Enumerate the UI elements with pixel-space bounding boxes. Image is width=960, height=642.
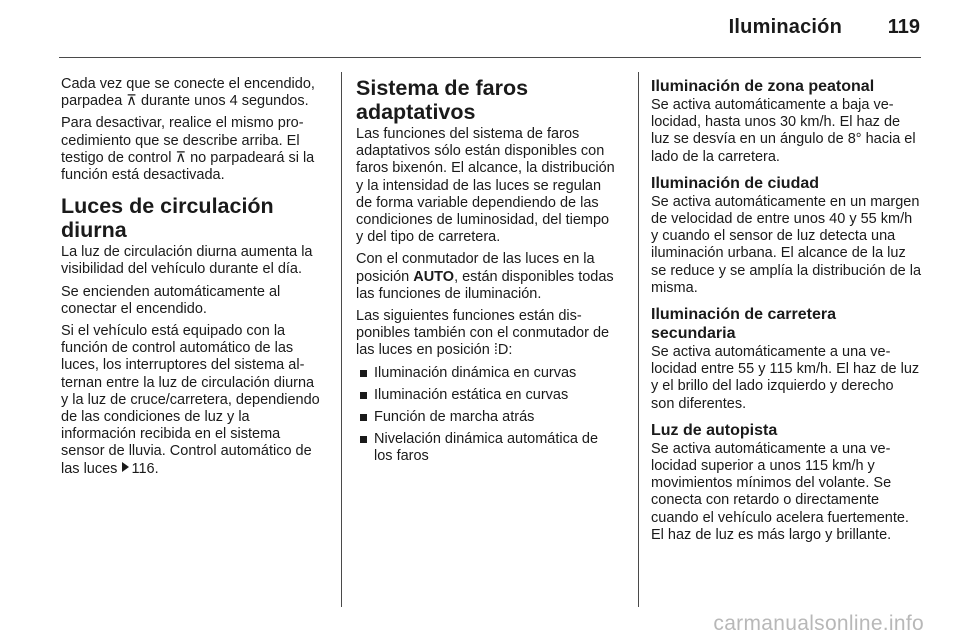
paragraph-afl-functions: Las siguientes funciones están disponibles también con el conmutador de las luces en posición ⁞D: <box>356 308 610 359</box>
paragraph-country-road-lighting: Se activa automáticamente a una velocidad entre 55 y 115 km/h. El haz de luz y el brillo del lado izquierdo y derecho son diferentes. <box>651 344 920 412</box>
list-item <box>356 365 618 382</box>
paragraph-drl-ignition: Se encienden automáticamente al conectar el encendido. <box>61 283 281 317</box>
heading-daytime-running-lights: Luces de circulación diurna <box>61 194 274 243</box>
list-item-text: Nivelación dinámica automática de los faros <box>374 431 599 465</box>
page-number: 119 <box>887 16 920 38</box>
heading-motorway-light: Luz de autopista <box>651 421 778 439</box>
list-item <box>356 431 618 465</box>
paragraph-motorway-light: Se activa automáticamente a una velocidad superior a unos 115 km/h y movimientos mínimos del volante. Se conecta con retardo o directamente cuando el vehículo acelera fuertemente. El haz de luz es más largo y brillante. <box>651 440 909 543</box>
column-3 <box>651 76 921 549</box>
bullet-square-icon <box>360 370 367 377</box>
bullet-square-icon <box>360 436 367 443</box>
paragraph-afl-auto-post: , están disponibles todas las funciones de iluminación. <box>356 268 614 302</box>
bullet-square-icon <box>360 414 367 421</box>
bullet-square-icon <box>360 392 367 399</box>
page-reference-link[interactable]: 116. <box>131 460 159 477</box>
page-section-title: Iluminación <box>728 16 842 38</box>
column-divider-1 <box>341 72 342 607</box>
column-divider-2 <box>638 72 639 607</box>
list-item <box>356 409 618 426</box>
paragraph-drl-automatic-text: Si el vehículo está equipado con la función de control automático de las luces, los interruptores del sistema alternan entre la luz de circulación diurna y la luz de cruce/carretera, dependiendo de las condiciones de luz y la información recibida en el sistema sensor de lluvia. Control automático de las luces <box>61 323 320 477</box>
paragraph-deactivate: Para desactivar, realice el mismo procedimiento que se describe arriba. El testigo de control ⊼ no parpadeará si la función está desactivada. <box>61 115 315 184</box>
list-item-text: Iluminación dinámica en curvas <box>374 364 577 381</box>
paragraph-afl-auto-pre: Con el conmutador de las luces en la posición <box>356 251 595 285</box>
afl-function-list <box>356 365 618 466</box>
watermark: carmanualsonline.info <box>713 612 924 635</box>
page-reference-arrow-icon <box>122 462 129 472</box>
column-1 <box>61 76 323 483</box>
paragraph-afl-auto <box>356 251 618 303</box>
paragraph-city-lighting: Se activa automáticamente en un margen de velocidad de entre unos 40 y 55 km/h y cuando el sensor de luz detecta una iluminación urbana. El alcance de la luz se reduce y se amplía la distribución de la misma. <box>651 193 922 296</box>
heading-city-lighting: Iluminación de ciudad <box>651 174 820 192</box>
paragraph-drl-visibility: La luz de circulación diurna aumenta la visibilidad del vehículo durante el día. <box>61 244 313 278</box>
header-divider <box>59 57 921 58</box>
list-item <box>356 387 618 404</box>
paragraph-drl-automatic <box>61 323 323 478</box>
paragraph-ignition-blink: Cada vez que se conecte el encendido, parpadea ⊼ durante unos 4 segundos. <box>61 76 315 110</box>
list-item-text: Función de marcha atrás <box>374 409 535 426</box>
heading-country-road-lighting: Iluminación de carretera secundaria <box>651 306 836 343</box>
paragraph-afl-description: Las funciones del sistema de faros adaptativos sólo están disponibles con faros bixenón. El alcance, la distribución y la intensidad de las luces se regulan de forma variable dependiendo de las condiciones de luminosidad, del tiempo y del tipo de carretera. <box>356 126 615 246</box>
column-2 <box>356 76 618 471</box>
list-item-text: Iluminación estática en curvas <box>374 386 569 403</box>
auto-position-label: AUTO <box>413 268 455 285</box>
heading-pedestrian-lighting: Iluminación de zona peatonal <box>651 78 875 95</box>
paragraph-pedestrian-lighting: Se activa automáticamente a baja velocidad, hasta unos 30 km/h. El haz de luz se desvía en un ángulo de 8° hacia el lado de la carretera. <box>651 97 916 165</box>
heading-adaptive-headlights: Sistema de faros adaptativos <box>356 76 529 124</box>
